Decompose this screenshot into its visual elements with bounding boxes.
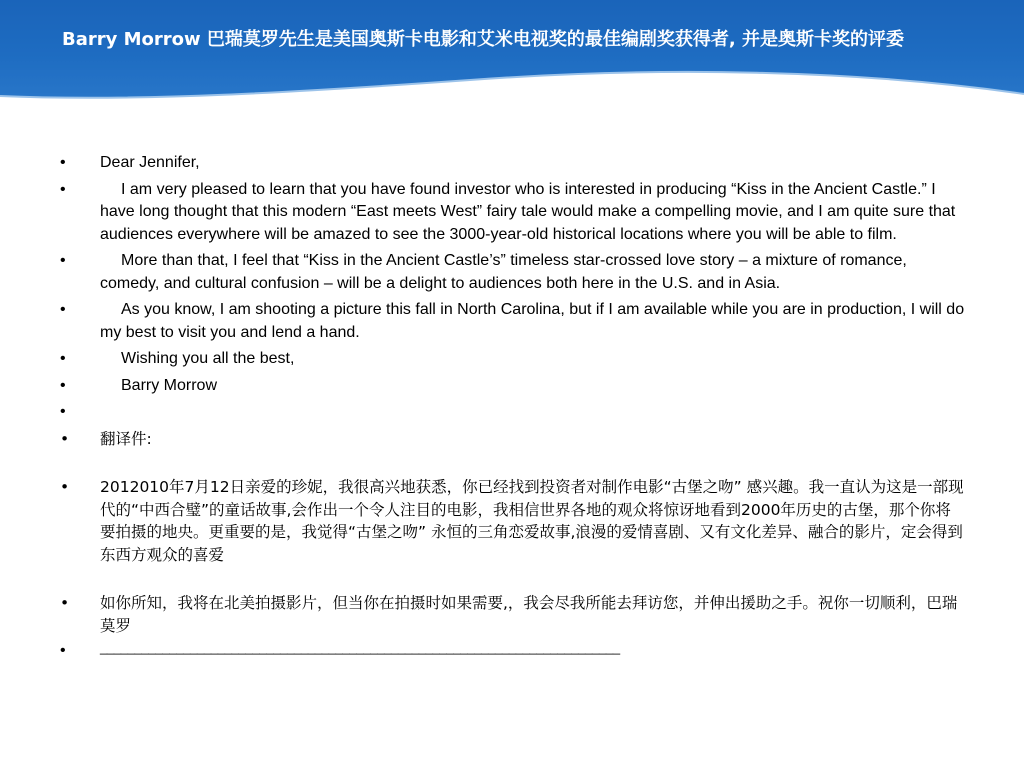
slide-title: Barry Morrow 巴瑞莫罗先生是美国奥斯卡电影和艾米电视奖的最佳编剧奖获得者, 并是奥斯卡奖的评委: [62, 29, 905, 50]
bullet-icon: •: [60, 376, 66, 394]
bullet-icon: •: [60, 403, 66, 420]
list-item-translation-label: [60, 428, 965, 451]
bullet-icon: •: [60, 478, 70, 496]
list-item-rule: [60, 640, 965, 659]
list-item-paragraph-1: [60, 179, 965, 247]
list-item-translation-2: [60, 592, 965, 637]
bullet-icon: •: [60, 429, 70, 448]
bullet-icon: •: [60, 642, 66, 659]
list-item-empty: [60, 401, 965, 424]
title-banner: [0, 0, 1024, 100]
translation-label: 翻译件:: [100, 429, 152, 448]
signature-text: Barry Morrow: [121, 376, 218, 394]
list-item-paragraph-3: [60, 299, 965, 344]
bullet-icon: •: [60, 154, 66, 171]
paragraph-text: I am very pleased to learn that you have found investor who is interested in producing “Kiss in the Ancient Castle.” I have long thought that this modern “East meets West” fairy tale would make a compelling movie, and I am quite sure that audiences everywhere will be amazed to see the 3000-year-old historical locations where you will be able to film.: [100, 180, 956, 243]
list-item-translation-1: [60, 476, 965, 566]
spacer: [60, 570, 965, 592]
bullet-icon: •: [60, 350, 66, 367]
paragraph-text: More than that, I feel that “Kiss in the Ancient Castle’s” timeless star-crossed love story – a mixture of romance, comedy, and cultural confusion – will be a delight to audiences both here in the U.S. and in Asia.: [100, 252, 907, 292]
paragraph-text: As you know, I am shooting a picture this fall in North Carolina, but if I am available while you are in production, I will do my best to visit you and lend a hand.: [100, 301, 965, 341]
greeting-text: Dear Jennifer,: [100, 154, 200, 171]
list-item-closing: [60, 348, 965, 371]
closing-text: Wishing you all the best,: [121, 350, 295, 367]
bullet-icon: •: [60, 252, 66, 269]
bullet-icon: •: [60, 301, 66, 318]
list-item-paragraph-2: [60, 250, 965, 295]
bullet-icon: •: [60, 594, 70, 612]
spacer: [60, 454, 965, 476]
bullet-icon: •: [60, 180, 66, 198]
list-item-greeting: [60, 152, 965, 175]
underline-rule: ___________________________________________________________________________: [100, 640, 620, 655]
translation-text: 如你所知，我将在北美拍摄影片，但当你在拍摄时如果需要,，我会尽我所能去拜访您，并伸出援助之手。祝你一切顺利，巴瑞莫罗: [100, 594, 958, 635]
translation-text: 2012010年7月12日亲爱的珍妮，我很高兴地获悉，你已经找到投资者对制作电影“古堡之吻” 感兴趣。我一直认为这是一部现代的“中西合璧”的童话故事,会作出一个令人注目的电影，我相信世界各地的观众将惊讶地看到2000年历史的古堡，那个你将要拍摄的地央。更重要的是，我觉得“古堡之吻” 永恒的三角恋爱故事,浪漫的爱情喜剧、又有文化差异、融合的影片，定会得到东西方观众的喜爱: [100, 478, 964, 564]
list-item-signature: [60, 375, 965, 398]
bullet-list: [60, 152, 965, 659]
